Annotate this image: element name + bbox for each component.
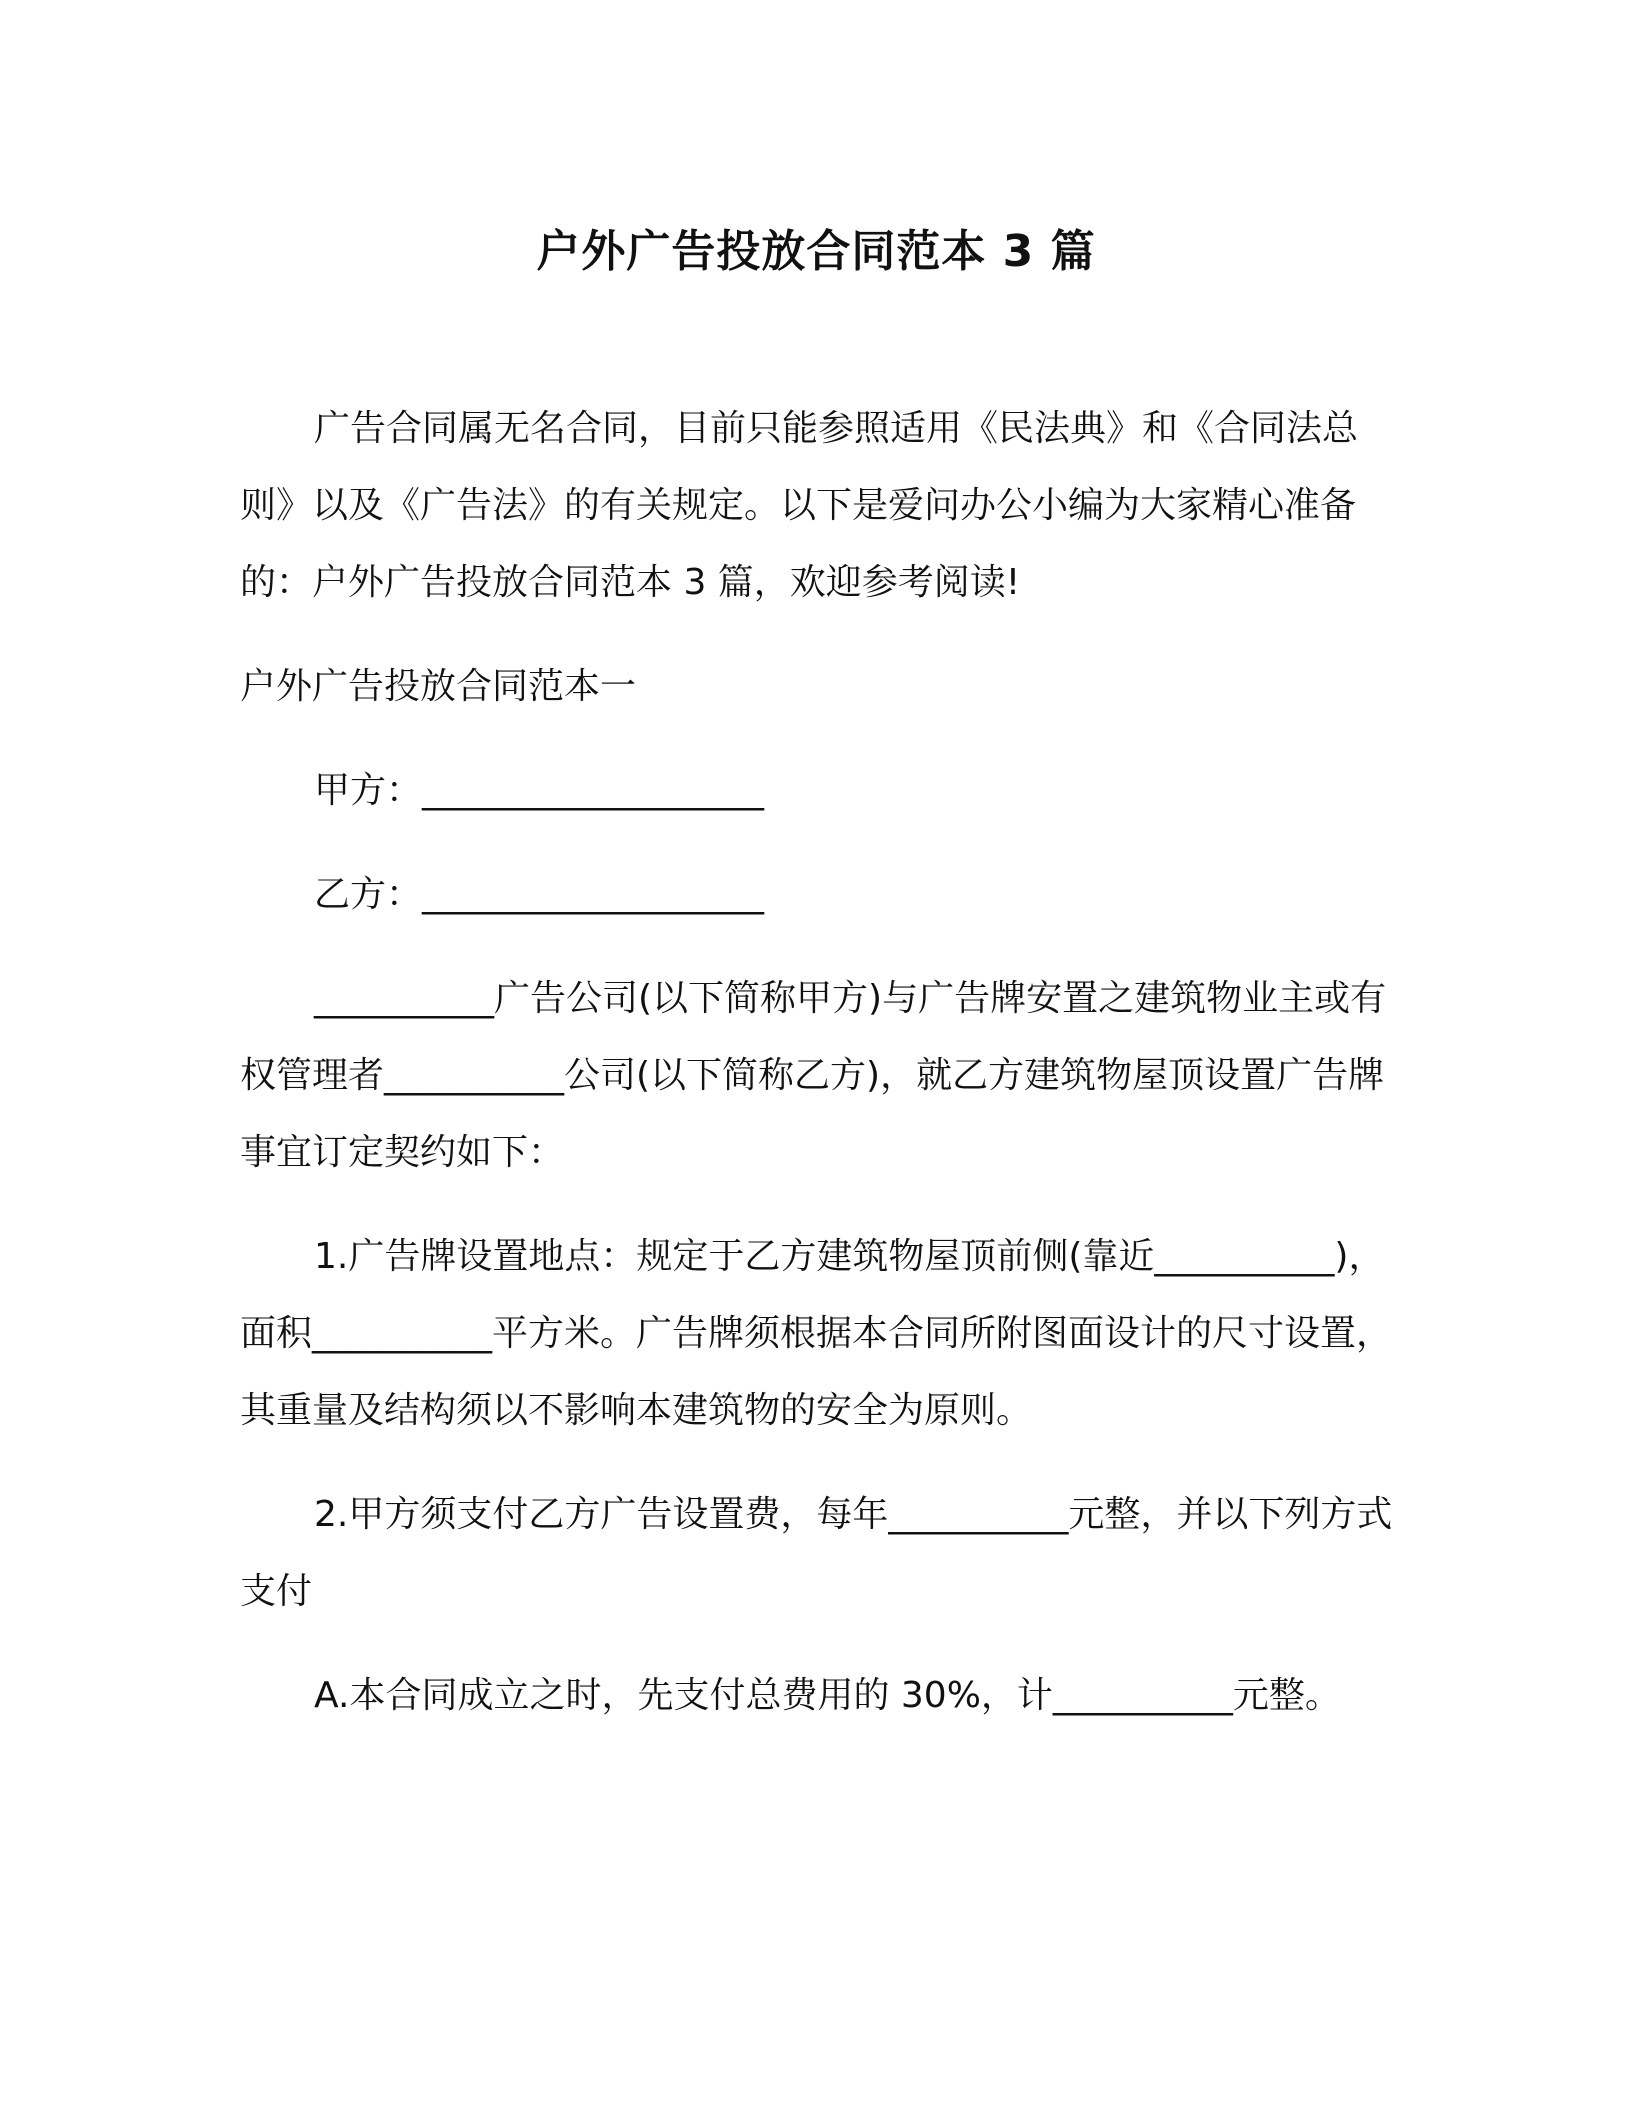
document-title: 户外广告投放合同范本 3 篇	[536, 226, 1096, 277]
party-a-line: 甲方：___________________	[314, 770, 765, 811]
clause-1-paragraph: 1.广告牌设置地点：规定于乙方建筑物屋顶前侧(靠近__________)，面积__________平方米。广告牌须根据本合同所附图面设计的尺寸设置，其重量及结构须以不影响本建筑物的安全为原则。	[240, 1236, 1393, 1431]
document-body	[240, 390, 1410, 1761]
party-b-line: 乙方：___________________	[314, 874, 765, 915]
clause-2-paragraph: 2.甲方须支付乙方广告设置费，每年__________元整，并以下列方式支付	[240, 1494, 1393, 1612]
section-heading: 户外广告投放合同范本一	[240, 666, 637, 707]
clause-a-paragraph: A.本合同成立之时，先支付总费用的 30%，计__________元整。	[314, 1675, 1341, 1716]
intro-paragraph: 广告合同属无名合同，目前只能参照适用《民法典》和《合同法总则》以及《广告法》的有关规定。以下是爱问办公小编为大家精心准备的：户外广告投放合同范本 3 篇，欢迎参考阅读!	[240, 408, 1359, 603]
preamble-paragraph: __________广告公司(以下简称甲方)与广告牌安置之建筑物业主或有权管理者__________公司(以下简称乙方)，就乙方建筑物屋顶设置广告牌事宜订定契约如下：	[240, 978, 1387, 1173]
